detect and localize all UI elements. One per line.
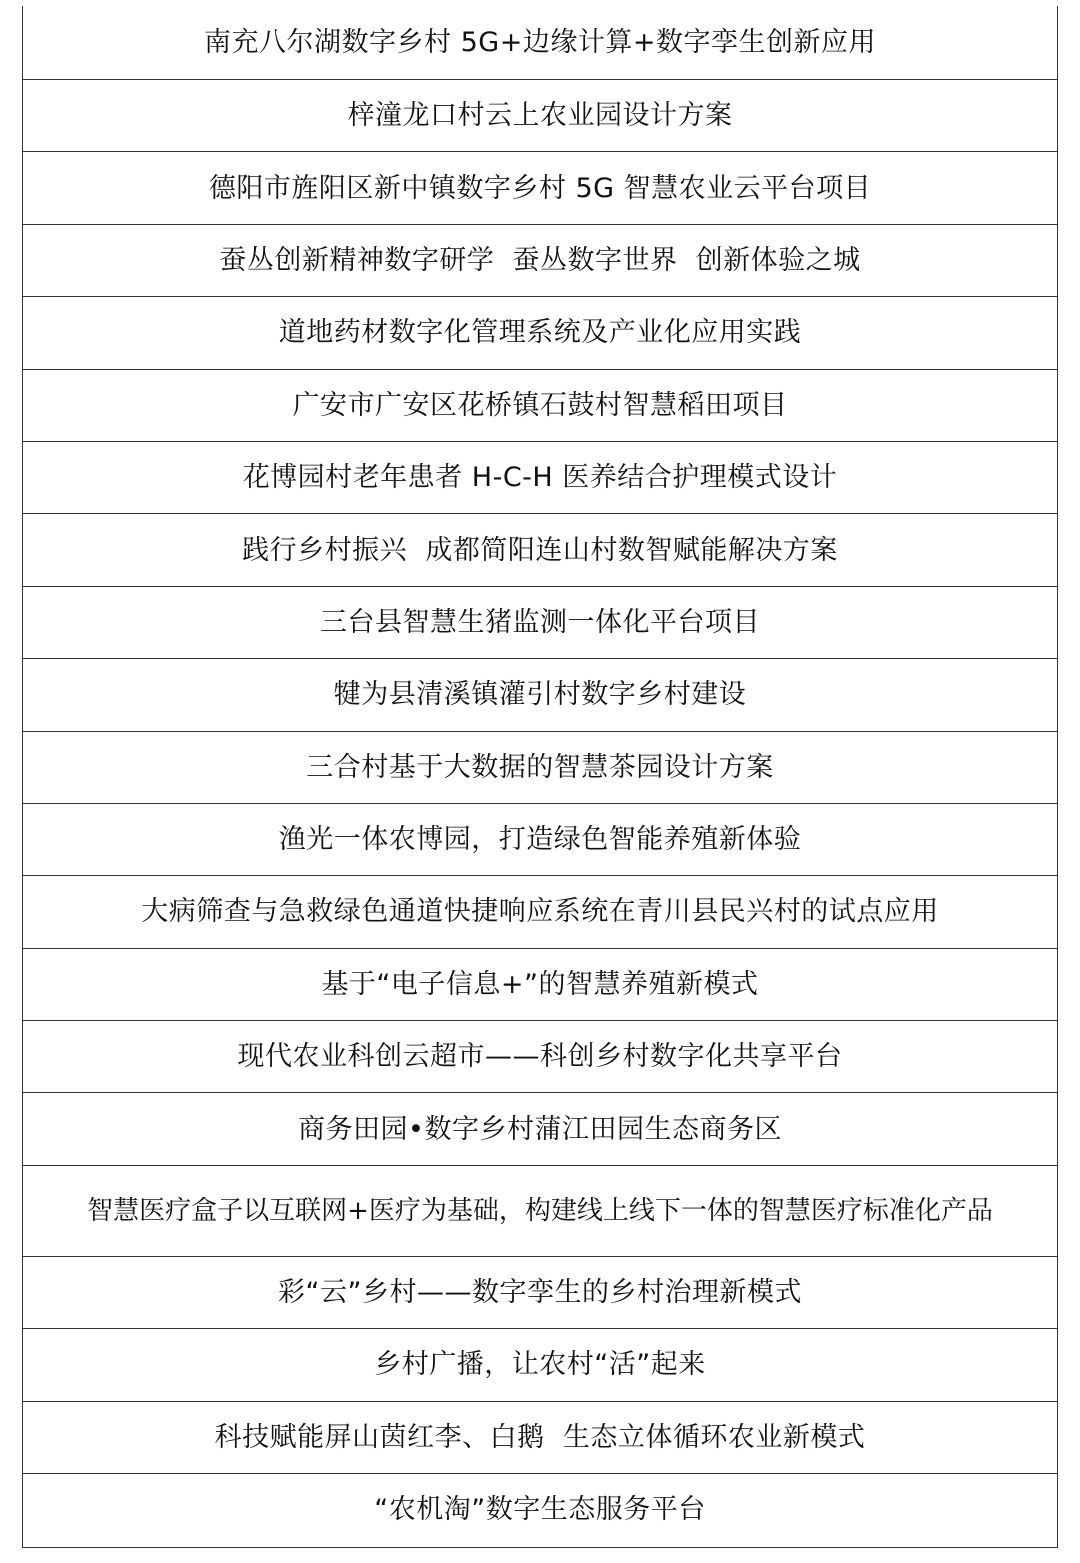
table-row	[23, 369, 1057, 441]
table-row	[23, 875, 1057, 947]
table-row	[23, 1020, 1057, 1092]
table-row	[23, 441, 1057, 513]
table-cell: 基于“电子信息+”的智慧养殖新模式	[321, 968, 759, 1000]
table-cell: 商务田园•数字乡村蒲江田园生态商务区	[298, 1113, 782, 1145]
table-cell: 智慧医疗盒子以互联网+医疗为基础，构建线上线下一体的智慧医疗标准化产品	[87, 1195, 993, 1226]
table-row	[23, 224, 1057, 296]
table-cell: 德阳市旌阳区新中镇数字乡村 5G 智慧农业云平台项目	[208, 172, 872, 204]
table-row	[23, 151, 1057, 223]
table-row	[23, 1092, 1057, 1164]
table-row	[23, 1473, 1057, 1545]
table-row	[23, 513, 1057, 585]
table-cell: 广安市广安区花桥镇石鼓村智慧稻田项目	[292, 389, 788, 421]
table-cell: 犍为县清溪镇灌引村数字乡村建设	[333, 679, 747, 711]
table-cell: 现代农业科创云超市——科创乡村数字化共享平台	[237, 1041, 843, 1073]
table-cell: 大病筛查与急救绿色通道快捷响应系统在青川县民兴村的试点应用	[141, 896, 939, 928]
table-cell: 梓潼龙口村云上农业园设计方案	[347, 100, 733, 132]
table-cell: 蚕丛创新精神数字研学 蚕丛数字世界 创新体验之城	[219, 244, 861, 276]
table-cell: 南充八尔湖数字乡村 5G+边缘计算+数字孪生创新应用	[204, 27, 876, 58]
table-row	[23, 6, 1057, 79]
project-table	[22, 6, 1058, 1548]
table-cell: 彩“云”乡村——数字孪生的乡村治理新模式	[278, 1277, 802, 1309]
table-cell: 花博园村老年患者 H-C-H 医养结合护理模式设计	[242, 462, 838, 494]
table-row	[23, 1256, 1057, 1328]
table-cell: 三合村基于大数据的智慧茶园设计方案	[306, 751, 774, 783]
table-cell: 渔光一体农博园，打造绿色智能养殖新体验	[278, 824, 802, 856]
table-row	[23, 731, 1057, 803]
table-row	[23, 1328, 1057, 1400]
table-cell: 科技赋能屏山茵红李、白鹅 生态立体循环农业新模式	[214, 1421, 866, 1453]
table-row	[23, 296, 1057, 368]
table-cell: 乡村广播，让农村“活”起来	[374, 1349, 706, 1381]
table-row	[23, 658, 1057, 730]
table-row	[23, 586, 1057, 658]
table-cell: 践行乡村振兴 成都简阳连山村数智赋能解决方案	[242, 534, 838, 566]
table-row	[23, 79, 1057, 151]
table-row	[23, 948, 1057, 1020]
table-row	[23, 1401, 1057, 1473]
table-cell: 三台县智慧生猪监测一体化平台项目	[320, 606, 760, 638]
table-cell: 道地药材数字化管理系统及产业化应用实践	[278, 317, 802, 349]
table-row	[23, 803, 1057, 875]
table-cell: “农机淘”数字生态服务平台	[374, 1494, 706, 1526]
table-row	[23, 1165, 1057, 1256]
